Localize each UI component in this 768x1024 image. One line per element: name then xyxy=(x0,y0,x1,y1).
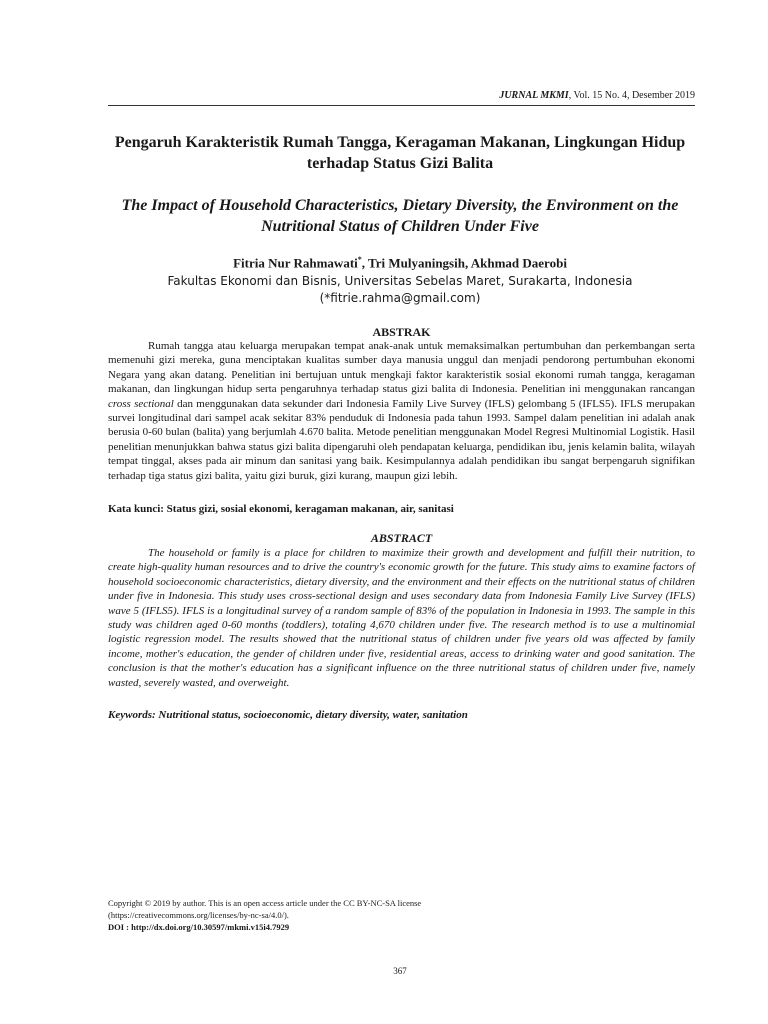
abstrak-text-italic: cross sectional xyxy=(108,397,174,410)
abstrak-heading: ABSTRAK xyxy=(372,325,431,339)
footer xyxy=(108,897,695,933)
author-rest: , Tri Mulyaningsih, Akhmad Daerobi xyxy=(361,255,567,271)
author-list xyxy=(100,255,700,271)
journal-issue: , Vol. 15 No. 4, Desember 2019 xyxy=(568,90,695,101)
affiliation: Fakultas Ekonomi dan Bisnis, Universitas Sebelas Maret, Surakarta, Indonesia xyxy=(167,274,633,288)
doi-link[interactable]: DOI : http://dx.doi.org/10.30597/mkmi.v15i4.7929 xyxy=(108,922,290,932)
abstrak-body xyxy=(108,339,695,483)
abstract-heading: ABSTRACT xyxy=(370,531,433,545)
license-link[interactable]: (https://creativecommons.org/licenses/by-nc-sa/4.0/). xyxy=(108,910,289,920)
abstract-body: The household or family is a place for children to maximize their growth and development and fulfill their nutrition, to create high-quality human resources and to drive the country's economic growth for the future. This study aims to examine factors of household socioeconomic characteristics, dietary diversity, and the environment and their effects on the nutritional status of children under five in Indonesia. This study uses cross-sectional design and uses secondary data from Indonesia Family Live Survey (IFLS) wave 5 (IFLS5). IFLS is a longitudinal survey of a random sample of 83% of the population in Indonesia in 1993. The sample in this study was children aged 0-60 months (toddlers), totaling 4,670 children under five. The research method is to use a multinomial logistic regression model. The results showed that the nutritional status of children under five years old was affected by family income, mother's education, the gender of children under five, residential areas, access to drinking water and good sanitation. The conclusion is that the mother's education has a significant influence on the three nutritional status of children under five, namely wasted, severely wasted, and overweight. xyxy=(108,547,695,689)
header-rule xyxy=(108,105,695,106)
kata-kunci: Kata kunci: Status gizi, sosial ekonomi, keragaman makanan, air, sanitasi xyxy=(108,503,454,515)
author-email: (*fitrie.rahma@gmail.com) xyxy=(319,291,481,305)
author-first: Fitria Nur Rahmawati xyxy=(233,255,358,271)
corresponding-mark: * xyxy=(357,255,362,264)
abstrak-text-2: dan menggunakan data sekunder dari Indonesia Family Live Survey (IFLS) gelombang 5 (IFLS5). IFLS merupakan survei longitudinal dari sampel acak sekitar 83% penduduk di Indonesia pada tahun 1993. Sampel dalam penelitian ini adalah anak berusia 0-60 bulan (balita) yang berjumlah 4.670 balita. Metode penelitian menggunakan Model Regresi Multinomial Logistik. Hasil penelitian menunjukkan bahwa status gizi balita dipengaruhi oleh pendapatan keluarga, pendidikan ibu, jenis kelamin balita, wilayah tempat tinggal, akses pada air minum dan sanitasi yang baik. Kesimpulannya adalah pendidikan ibu sangat berpengaruh signifikan terhadap tiga status gizi balita, yaitu gizi buruk, gizi kurang, maupun gizi lebih. xyxy=(108,397,695,482)
page-number: 367 xyxy=(393,966,407,976)
journal-name: JURNAL MKMI xyxy=(499,90,569,101)
affiliation-block xyxy=(100,273,700,307)
keywords: Keywords: Nutritional status, socioeconomic, dietary diversity, water, sanitation xyxy=(108,709,468,721)
title-indonesian: Pengaruh Karakteristik Rumah Tangga, Keragaman Makanan, Lingkungan Hidup terhadap Status Gizi Balita xyxy=(114,134,686,172)
running-header xyxy=(499,90,695,101)
title-english: The Impact of Household Characteristics, Dietary Diversity, the Environment on the Nutritional Status of Children Under Five xyxy=(121,197,679,235)
copyright-notice: Copyright © 2019 by author. This is an open access article under the CC BY-NC-SA license xyxy=(108,898,422,908)
abstrak-text-1: Rumah tangga atau keluarga merupakan tempat anak-anak untuk memaksimalkan pertumbuhan dan perkembangan serta memenuhi gizi mereka, guna menciptakan kualitas sumber daya manusia unggul dan menjadi pendorong pertumbuhan ekonomi Negara yang akan datang. Penelitian ini bertujuan untuk mengkaji faktor karakteristik sosial ekonomi rumah tangga, keragaman makanan, dan lingkungan hidup serta pengaruhnya terhadap status gizi balita di Indonesia. Penelitian ini menggunakan rancangan xyxy=(108,340,695,396)
